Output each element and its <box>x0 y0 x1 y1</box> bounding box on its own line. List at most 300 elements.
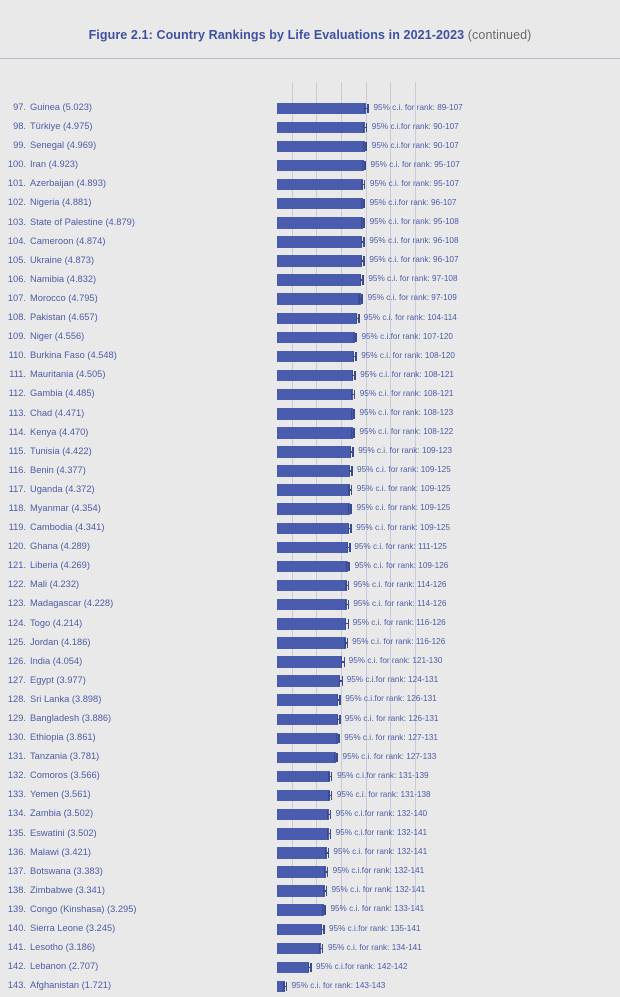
chart-row <box>0 253 620 272</box>
score-bar <box>277 809 329 821</box>
whisker-cap-left <box>353 352 354 362</box>
rank-number: 114. <box>8 426 26 437</box>
country-label <box>0 618 215 628</box>
confidence-interval-label: 95% c.i.for rank: 142-142 <box>315 961 408 971</box>
whisker-cap-left <box>334 753 335 763</box>
whisker-cap-left <box>361 256 362 266</box>
country-name-score: Morocco (4.795) <box>30 292 98 303</box>
rank-number: 134. <box>7 808 26 819</box>
confidence-interval-whisker <box>361 236 365 248</box>
whisker-cap-left <box>324 867 325 877</box>
confidence-interval-label: 95% c.i. for rank: 121-130 <box>348 656 443 666</box>
confidence-interval-whisker <box>361 179 365 191</box>
confidence-interval-label: 95% c.i. for rank: 95-107 <box>369 178 460 188</box>
score-bar <box>277 484 350 496</box>
score-bar <box>277 771 330 783</box>
country-label <box>0 942 215 952</box>
country-name-score: Ethiopia (3.861) <box>30 732 96 743</box>
chart-row <box>0 806 620 825</box>
confidence-interval-whisker <box>360 274 364 286</box>
title-divider <box>0 58 620 59</box>
confidence-interval-label: 95% c.i. for rank: 104-114 <box>363 312 457 322</box>
whisker-cap-left <box>345 600 346 610</box>
score-bar <box>277 637 346 649</box>
whisker-cap-left <box>337 715 338 725</box>
country-name-score: Sierra Leone (3.245) <box>30 923 116 934</box>
confidence-interval-label: 95% c.i.for rank: 90-107 <box>371 140 459 150</box>
confidence-interval-whisker <box>348 503 352 515</box>
country-name-score: Mauritania (4.505) <box>30 369 106 380</box>
country-name-score: Comoros (3.566) <box>30 770 100 781</box>
whisker-cap-right <box>348 562 349 572</box>
rank-number: 124. <box>7 617 26 628</box>
confidence-interval-label: 95% c.i.for rank: 135-141 <box>328 923 421 933</box>
whisker-cap-right <box>362 275 363 285</box>
confidence-interval-label: 95% c.i. for rank: 127-133 <box>342 751 437 761</box>
whisker-cap-left <box>319 944 320 954</box>
country-label <box>0 159 215 169</box>
chart-row <box>0 520 620 539</box>
chart-row <box>0 902 620 921</box>
country-name-score: State of Palestine (4.879) <box>30 216 135 227</box>
country-name-score: Ukraine (4.873) <box>30 254 95 265</box>
whisker-cap-right <box>366 123 367 133</box>
country-name-score: Nigeria (4.881) <box>30 197 92 208</box>
confidence-interval-whisker <box>362 160 366 172</box>
rank-number: 116. <box>8 464 26 475</box>
whisker-cap-left <box>346 562 347 572</box>
score-bar <box>277 293 361 305</box>
whisker-cap-left <box>361 199 362 209</box>
chart-area <box>0 72 620 991</box>
whisker-cap-left <box>325 848 326 858</box>
country-name-score: Madagascar (4.228) <box>30 598 114 609</box>
score-bar <box>277 332 355 344</box>
country-label <box>0 236 215 246</box>
chart-row <box>0 482 620 501</box>
chart-row <box>0 234 620 253</box>
chart-row <box>0 959 620 978</box>
whisker-cap-left <box>328 791 329 801</box>
rank-number: 102. <box>7 197 26 208</box>
rank-number: 131. <box>7 751 26 762</box>
whisker-cap-left <box>349 466 350 476</box>
country-label <box>0 751 215 761</box>
whisker-cap-right <box>363 199 364 209</box>
rank-number: 105. <box>7 254 26 265</box>
country-label <box>0 484 215 494</box>
whisker-cap-right <box>347 638 348 648</box>
country-label <box>0 102 215 112</box>
country-name-score: Chad (4.471) <box>30 407 85 418</box>
confidence-interval-whisker <box>336 733 340 745</box>
country-label <box>0 465 215 475</box>
confidence-interval-whisker <box>361 217 365 229</box>
whisker-cap-right <box>363 237 364 247</box>
confidence-interval-whisker <box>337 694 341 706</box>
score-bar <box>277 580 347 592</box>
rank-number: 111. <box>9 369 26 380</box>
country-label <box>0 121 215 131</box>
rank-number: 140. <box>7 923 26 934</box>
country-label <box>0 178 215 188</box>
score-bar <box>277 885 325 897</box>
whisker-cap-left <box>347 543 348 553</box>
confidence-interval-label: 95% c.i. for rank: 116-126 <box>352 618 446 628</box>
country-label <box>0 217 215 227</box>
score-bar <box>277 675 340 687</box>
whisker-cap-right <box>342 676 343 686</box>
chart-row <box>0 501 620 520</box>
whisker-cap-right <box>367 104 368 114</box>
chart-row <box>0 845 620 864</box>
chart-row <box>0 883 620 902</box>
score-bar <box>277 943 321 955</box>
country-name-score: Guinea (5.023) <box>30 102 93 112</box>
confidence-interval-whisker <box>321 924 325 936</box>
confidence-interval-whisker <box>283 981 287 993</box>
country-label <box>0 388 215 398</box>
rank-number: 125. <box>7 636 26 647</box>
country-label <box>0 847 215 857</box>
whisker-cap-left <box>358 294 359 304</box>
chart-row <box>0 749 620 768</box>
confidence-interval-whisker <box>344 637 348 649</box>
whisker-cap-right <box>358 314 359 324</box>
country-label <box>0 579 215 589</box>
rank-number: 130. <box>7 732 26 743</box>
whisker-cap-right <box>338 734 339 744</box>
confidence-interval-whisker <box>353 351 357 363</box>
confidence-interval-label: 95% c.i. for rank: 109-123 <box>358 446 453 456</box>
whisker-cap-left <box>350 447 351 457</box>
confidence-interval-label: 95% c.i. for rank: 127-131 <box>344 732 438 742</box>
country-name-score: Cambodia (4.341) <box>30 522 105 533</box>
whisker-cap-left <box>361 237 362 247</box>
whisker-cap-right <box>324 905 325 915</box>
whisker-cap-left <box>341 657 342 667</box>
confidence-interval-whisker <box>363 122 367 134</box>
chart-row <box>0 768 620 787</box>
confidence-interval-whisker <box>322 904 326 916</box>
chart-row <box>0 386 620 405</box>
rank-number: 110. <box>8 350 26 361</box>
score-bar <box>277 714 338 726</box>
whisker-cap-left <box>283 982 284 992</box>
confidence-interval-label: 95% c.i. for rank: 95-108 <box>369 217 459 227</box>
whisker-cap-right <box>355 333 356 343</box>
country-label <box>0 694 215 704</box>
chart-row <box>0 673 620 692</box>
confidence-interval-whisker <box>339 675 343 687</box>
confidence-interval-whisker <box>347 542 351 554</box>
country-label <box>0 637 215 647</box>
whisker-cap-right <box>323 925 324 935</box>
country-label <box>0 408 215 418</box>
score-bar <box>277 446 351 458</box>
confidence-interval-whisker <box>324 866 328 878</box>
country-label <box>0 828 215 838</box>
score-bar <box>277 408 353 420</box>
country-label <box>0 904 215 914</box>
score-bar <box>277 141 365 153</box>
rank-number: 118. <box>8 502 26 513</box>
confidence-interval-whisker <box>337 714 341 726</box>
score-bar <box>277 656 342 668</box>
score-bar <box>277 465 350 477</box>
confidence-interval-label: 95% c.i. for rank: 132-141 <box>333 847 428 857</box>
confidence-interval-label: 95% c.i. for rank: 109-126 <box>354 560 449 570</box>
rank-number: 133. <box>7 789 26 800</box>
figure-title-main: Figure 2.1: Country Rankings by Life Evaluations in 2021-2023 <box>88 28 465 42</box>
rank-number: 112. <box>8 388 26 399</box>
rank-number: 99. <box>13 140 26 151</box>
country-name-score: Pakistan (4.657) <box>30 312 98 323</box>
country-name-score: Myanmar (4.354) <box>30 502 101 513</box>
rank-number: 136. <box>7 846 26 857</box>
rank-number: 132. <box>7 770 26 781</box>
whisker-cap-left <box>360 275 361 285</box>
score-bar <box>277 313 357 325</box>
rank-number: 109. <box>7 331 26 342</box>
whisker-cap-left <box>348 504 349 514</box>
chart-row <box>0 654 620 673</box>
chart-rows <box>0 100 620 997</box>
confidence-interval-whisker <box>356 313 360 325</box>
confidence-interval-label: 95% c.i. for rank: 108-121 <box>360 369 454 379</box>
chart-row <box>0 348 620 367</box>
country-name-score: Türkiye (4.975) <box>30 121 93 132</box>
chart-row <box>0 692 620 711</box>
whisker-cap-right <box>330 829 331 839</box>
confidence-interval-label: 95% c.i.for rank: 132-141 <box>332 866 425 876</box>
chart-row <box>0 272 620 291</box>
whisker-cap-left <box>363 142 364 152</box>
confidence-interval-label: 95% c.i. for rank: 143-143 <box>291 980 386 990</box>
whisker-cap-left <box>348 524 349 534</box>
confidence-interval-whisker <box>353 332 357 344</box>
score-bar <box>277 694 338 706</box>
rank-number: 115. <box>8 445 26 456</box>
whisker-cap-left <box>353 333 354 343</box>
confidence-interval-label: 95% c.i. for rank: 108-121 <box>359 388 454 398</box>
whisker-cap-left <box>356 314 357 324</box>
whisker-cap-left <box>321 925 322 935</box>
chart-row <box>0 157 620 176</box>
confidence-interval-whisker <box>348 523 352 535</box>
confidence-interval-whisker <box>325 847 329 859</box>
chart-row <box>0 367 620 386</box>
rank-number: 142. <box>7 961 26 972</box>
page-title <box>0 28 620 42</box>
confidence-interval-label: 95% c.i. for rank: 97-108 <box>368 274 458 284</box>
whisker-cap-left <box>363 123 364 133</box>
whisker-cap-right <box>322 944 323 954</box>
score-bar <box>277 561 348 573</box>
whisker-cap-right <box>328 848 329 858</box>
confidence-interval-label: 95% c.i. for rank: 132-141 <box>331 885 426 895</box>
score-bar <box>277 828 329 840</box>
chart-row <box>0 310 620 329</box>
whisker-cap-right <box>365 142 366 152</box>
score-bar <box>277 351 354 363</box>
whisker-cap-right <box>351 485 352 495</box>
chart-row <box>0 444 620 463</box>
confidence-interval-label: 95% c.i.for rank: 90-107 <box>371 121 459 131</box>
country-name-score: Sri Lanka (3.898) <box>30 693 102 704</box>
country-label <box>0 140 215 150</box>
whisker-cap-right <box>348 600 349 610</box>
score-bar <box>277 389 353 401</box>
chart-row <box>0 176 620 195</box>
country-name-score: Zimbabwe (3.341) <box>30 884 105 895</box>
whisker-cap-right <box>353 409 354 419</box>
chart-row <box>0 558 620 577</box>
whisker-cap-left <box>344 638 345 648</box>
whisker-cap-left <box>308 963 309 973</box>
whisker-cap-right <box>361 294 362 304</box>
country-name-score: Eswatini (3.502) <box>30 827 97 838</box>
chart-row <box>0 100 620 119</box>
country-name-score: Azerbaijan (4.893) <box>30 178 106 189</box>
confidence-interval-whisker <box>345 618 349 630</box>
whisker-cap-left <box>348 485 349 495</box>
confidence-interval-label: 95% c.i. for rank: 109-125 <box>356 522 451 532</box>
score-bar <box>277 236 362 248</box>
confidence-interval-whisker <box>349 465 353 477</box>
confidence-interval-whisker <box>345 599 349 611</box>
rank-number: 137. <box>7 865 26 876</box>
confidence-interval-whisker <box>363 141 367 153</box>
rank-number: 121. <box>7 560 26 571</box>
whisker-cap-left <box>351 409 352 419</box>
country-label <box>0 197 215 207</box>
score-bar <box>277 733 338 745</box>
country-name-score: Congo (Kinshasa) (3.295) <box>30 903 137 914</box>
score-bar <box>277 542 348 554</box>
confidence-interval-label: 95% c.i. for rank: 95-107 <box>370 159 460 169</box>
country-name-score: Tanzania (3.781) <box>30 751 100 762</box>
whisker-cap-right <box>349 543 350 553</box>
confidence-interval-label: 95% c.i.for rank: 131-139 <box>337 770 429 780</box>
country-name-score: Iran (4.923) <box>30 159 79 170</box>
country-label <box>0 598 215 608</box>
rank-number: 98. <box>13 121 26 132</box>
country-name-score: Togo (4.214) <box>30 617 83 628</box>
chart-row <box>0 539 620 558</box>
confidence-interval-label: 95% c.i. for rank: 97-109 <box>367 293 457 303</box>
country-label <box>0 274 215 284</box>
chart-row <box>0 635 620 654</box>
country-name-score: Lebanon (2.707) <box>30 961 99 972</box>
chart-row <box>0 291 620 310</box>
confidence-interval-label: 95% c.i. for rank: 126-131 <box>344 713 439 723</box>
confidence-interval-label: 95% c.i. for rank: 134-141 <box>328 942 422 952</box>
confidence-interval-whisker <box>351 389 355 401</box>
rank-number: 97. <box>13 102 26 112</box>
confidence-interval-label: 95% c.i. for rank: 114-126 <box>353 579 447 589</box>
rank-number: 139. <box>7 903 26 914</box>
confidence-interval-label: 95% c.i.for rank: 124-131 <box>346 675 439 685</box>
chart-row <box>0 119 620 138</box>
whisker-cap-left <box>364 104 365 114</box>
country-name-score: Namibia (4.832) <box>30 273 97 284</box>
confidence-interval-label: 95% c.i. for rank: 109-125 <box>357 465 451 475</box>
chart-row <box>0 215 620 234</box>
whisker-cap-left <box>345 619 346 629</box>
rank-number: 108. <box>7 312 26 323</box>
confidence-interval-label: 95% c.i.for rank: 96-107 <box>369 197 457 207</box>
confidence-interval-label: 95% c.i. for rank: 109-125 <box>356 484 451 494</box>
whisker-cap-right <box>286 982 287 992</box>
confidence-interval-label: 95% c.i. for rank: 116-126 <box>352 637 446 647</box>
whisker-cap-left <box>361 218 362 228</box>
whisker-cap-left <box>351 390 352 400</box>
country-name-score: Botswana (3.383) <box>30 865 103 876</box>
chart-row <box>0 730 620 749</box>
score-bar <box>277 255 362 267</box>
country-label <box>0 808 215 818</box>
country-label <box>0 541 215 551</box>
country-name-score: Egypt (3.977) <box>30 674 86 685</box>
confidence-interval-whisker <box>350 446 354 458</box>
confidence-interval-label: 95% c.i.for rank: 126-131 <box>345 694 437 704</box>
country-name-score: Senegal (4.969) <box>30 140 97 151</box>
country-label <box>0 293 215 303</box>
country-label <box>0 656 215 666</box>
score-bar <box>277 904 324 916</box>
country-label <box>0 980 215 990</box>
rank-number: 135. <box>7 827 26 838</box>
confidence-interval-whisker <box>352 370 356 382</box>
confidence-interval-whisker <box>361 255 365 267</box>
country-name-score: India (4.054) <box>30 655 83 666</box>
country-label <box>0 350 215 360</box>
chart-row <box>0 711 620 730</box>
country-name-score: Cameroon (4.874) <box>30 235 106 246</box>
rank-number: 120. <box>7 541 26 552</box>
score-bar <box>277 103 366 115</box>
country-label <box>0 446 215 456</box>
country-name-score: Lesotho (3.186) <box>30 942 96 953</box>
country-label <box>0 789 215 799</box>
chart-row <box>0 864 620 883</box>
chart-row <box>0 463 620 482</box>
score-bar <box>277 370 353 382</box>
country-name-score: Niger (4.556) <box>30 331 85 342</box>
score-bar <box>277 599 347 611</box>
whisker-cap-left <box>351 428 352 438</box>
score-bar <box>277 274 361 286</box>
whisker-cap-right <box>355 352 356 362</box>
score-bar <box>277 122 365 134</box>
whisker-cap-right <box>336 753 337 763</box>
confidence-interval-whisker <box>345 580 349 592</box>
confidence-interval-whisker <box>328 790 332 802</box>
rank-number: 129. <box>7 713 26 723</box>
country-name-score: Afghanistan (1.721) <box>30 980 112 991</box>
whisker-cap-left <box>323 886 324 896</box>
whisker-cap-right <box>354 371 355 381</box>
country-label <box>0 866 215 876</box>
confidence-interval-whisker <box>358 293 362 305</box>
country-label <box>0 427 215 437</box>
confidence-interval-whisker <box>327 828 331 840</box>
rank-number: 123. <box>7 598 26 609</box>
figure-title-continued: (continued) <box>467 28 532 42</box>
whisker-cap-left <box>336 734 337 744</box>
chart-row <box>0 577 620 596</box>
